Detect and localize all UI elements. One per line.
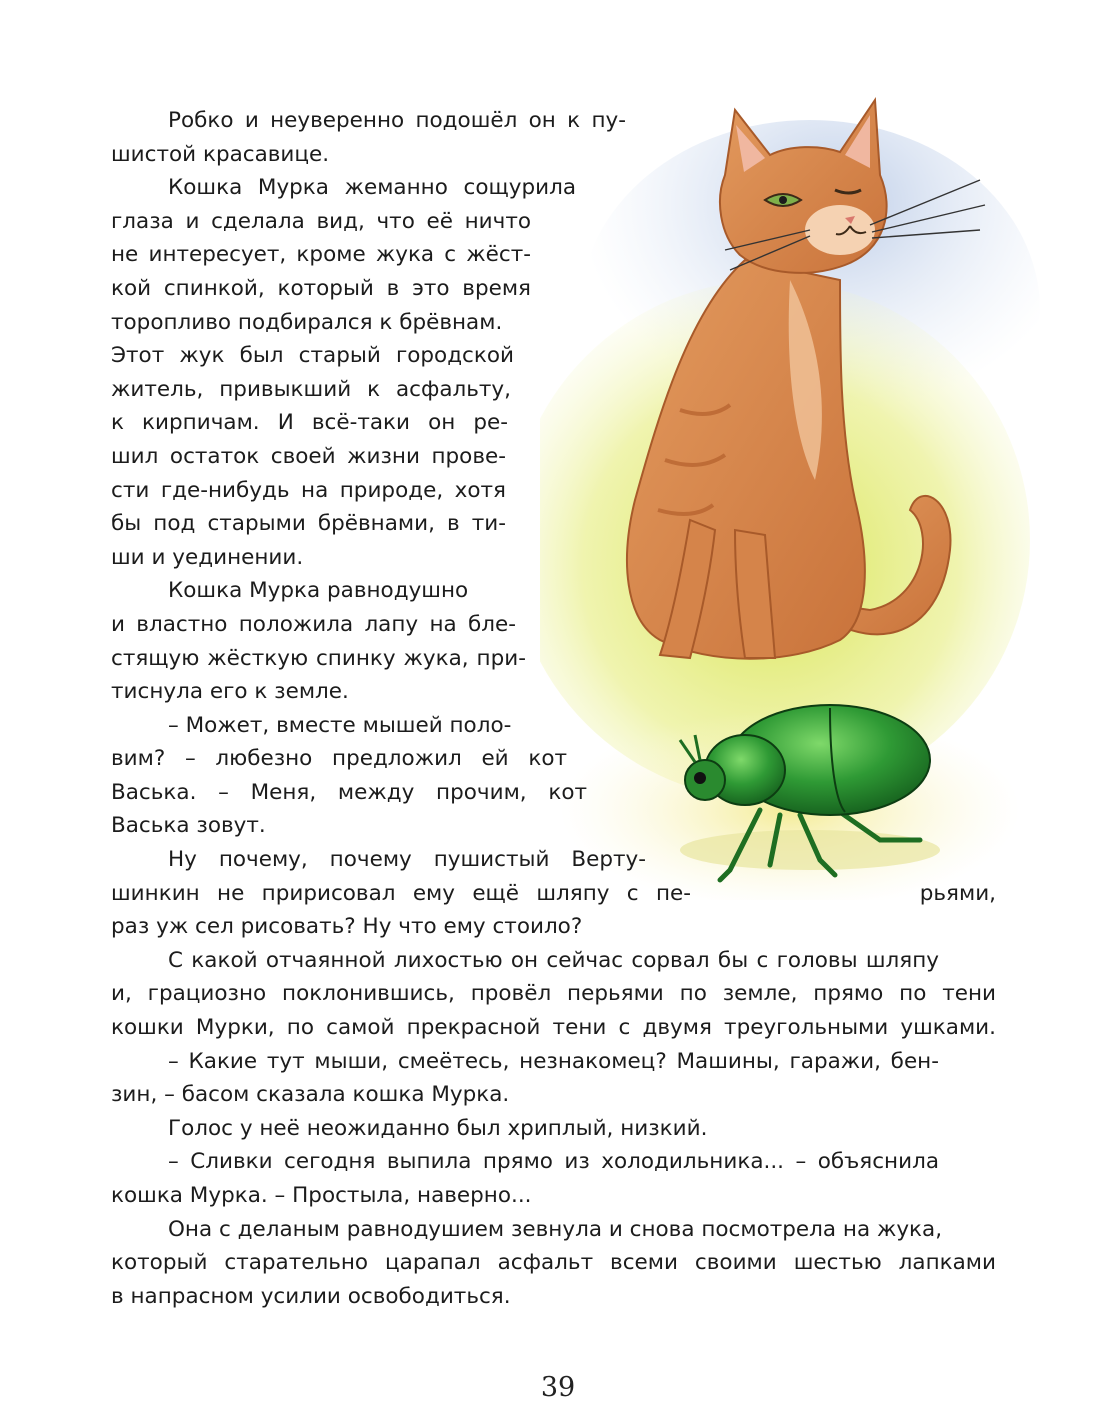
text-line-content: в напрасном усилии освободиться. <box>111 1283 511 1309</box>
text-line-content: раз уж сел рисовать? Ну что ему стоило? <box>111 914 583 940</box>
text-line <box>111 709 996 743</box>
text-line-content: тиснула его к земле. <box>111 679 349 705</box>
text-line <box>111 977 996 1011</box>
text-line <box>111 104 996 138</box>
text-line <box>111 843 996 877</box>
text-line-content: кой спинкой, который в это время <box>111 275 531 301</box>
text-line-content: вим? – любезно предложил ей кот <box>111 746 567 772</box>
text-line-content: торопливо подбирался к брёвнам. <box>111 309 503 335</box>
text-line-content: бы под старыми брёвнами, в ти- <box>111 511 506 537</box>
text-line-content: который старательно царапал асфальт всеми своими шестью лапками <box>111 1250 996 1276</box>
text-line <box>111 373 996 407</box>
text-line-content: кошка Мурка. – Простыла, наверно... <box>111 1183 532 1208</box>
text-line-content: Она с деланым равнодушием зевнула и снова посмотрела на жука, <box>168 1216 943 1242</box>
text-line-content: Васька. – Меня, между прочим, кот <box>111 779 587 805</box>
text-line <box>111 742 996 776</box>
text-line-content: и, грациозно поклонившись, провёл перьями по земле, прямо по тени <box>111 981 996 1007</box>
text-line-content: Голос у неё неожиданно был хриплый, низкий. <box>168 1115 708 1141</box>
text-line <box>111 541 996 575</box>
text-line-content: ши и уединении. <box>111 544 304 570</box>
text-line <box>111 1011 996 1045</box>
text-line <box>111 1145 996 1179</box>
text-line <box>111 171 996 205</box>
text-line <box>111 138 996 172</box>
text-line-content: С какой отчаянной лихостью он сейчас сорвал бы с головы шляпу <box>168 947 939 973</box>
text-line <box>111 944 996 978</box>
text-line <box>111 574 996 608</box>
text-line-content: Кошка Мурка жеманно сощурила <box>168 175 576 201</box>
text-line-main: шинкин не пририсовал ему ещё шляпу с пе- <box>111 880 691 906</box>
text-line-content: глаза и сделала вид, что её ничто <box>111 208 531 234</box>
text-line <box>111 205 996 239</box>
text-line-content: Кошка Мурка равнодушно <box>168 578 469 604</box>
text-line <box>111 1213 996 1247</box>
text-line-content: – Сливки сегодня выпила прямо из холодильника... – объяснила <box>168 1149 939 1175</box>
text-line-content: шил остаток своей жизни прове- <box>111 443 506 469</box>
text-line <box>111 1045 996 1079</box>
text-line-content: – Может, вместе мышей поло- <box>168 712 512 738</box>
text-line-content: Васька зовут. <box>111 813 266 839</box>
text-line-content: житель, привыкший к асфальту, <box>111 376 511 402</box>
text-line <box>111 877 996 911</box>
text-line-content: стящую жёсткую спинку жука, при- <box>111 645 526 671</box>
text-line-content: Этот жук был старый городской <box>111 343 514 369</box>
text-line <box>111 507 996 541</box>
text-line <box>111 1246 996 1280</box>
text-line-content: и властно положила лапу на бле- <box>111 611 516 637</box>
text-line <box>111 776 996 810</box>
text-line <box>111 272 996 306</box>
text-line-content: Робко и неуверенно подошёл он к пу- <box>168 108 626 133</box>
text-line <box>111 474 996 508</box>
text-line <box>111 1078 996 1112</box>
story-text <box>111 104 996 1313</box>
text-line <box>111 238 996 272</box>
text-line <box>111 1280 996 1314</box>
text-line <box>111 910 996 944</box>
text-line <box>111 675 996 709</box>
text-line-content: к кирпичам. И всё-таки он ре- <box>111 410 508 436</box>
text-line <box>111 608 996 642</box>
text-line-content: кошки Мурки, по самой прекрасной тени с двумя треугольными ушками. <box>111 1015 996 1041</box>
text-line <box>111 1179 996 1213</box>
text-line <box>111 1112 996 1146</box>
text-line-content: – Какие тут мыши, смеётесь, незнакомец? Машины, гаражи, бен- <box>168 1048 939 1074</box>
text-line-content: шистой красавице. <box>111 141 330 167</box>
text-line <box>111 339 996 373</box>
text-line <box>111 440 996 474</box>
text-line-content: не интересует, кроме жука с жёст- <box>111 242 531 268</box>
text-line-content: зин, – басом сказала кошка Мурка. <box>111 1082 510 1108</box>
text-line-tail: рьями, <box>919 880 996 906</box>
text-line <box>111 406 996 440</box>
text-line <box>111 642 996 676</box>
text-line-content: Ну почему, почему пушистый Верту- <box>168 847 646 873</box>
text-line <box>111 306 996 340</box>
page-number: 39 <box>540 1372 576 1403</box>
text-line <box>111 809 996 843</box>
text-line-content: сти где-нибудь на природе, хотя <box>111 477 506 503</box>
